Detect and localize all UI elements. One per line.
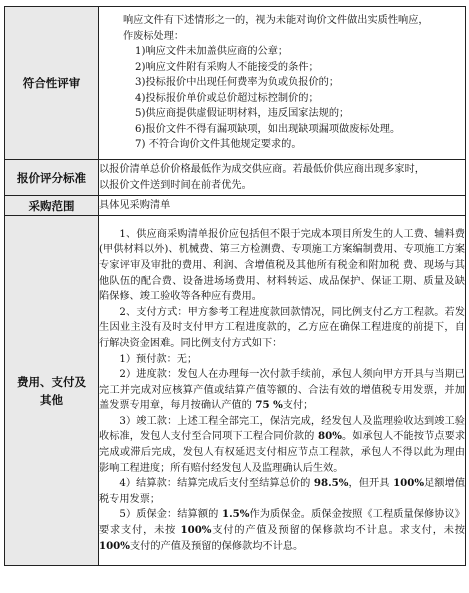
unpaid-percent-1: 100% xyxy=(176,524,212,537)
compliance-item-1: 1)响应文件未加盖供应商的公章； xyxy=(135,46,289,58)
settlement-percent: 98.5% xyxy=(310,477,349,490)
fees-para-5: 3）竣工款：上述工程全部完工，保洁完成，经发包人及监理验收达到竣工验收标准，发包人支付至合同项下工程合同价款的 80%。如承包人不能按节点要求完成或滞后完成，发包人有权延迟支付相应节点工程款，承包人不得以此为理由影响工程进度；所有赔付经发包人及监理确认后生效。 xyxy=(99,415,466,474)
scope-text: 具体见采购清单 xyxy=(99,199,171,211)
cell-scope xyxy=(99,196,466,216)
cell-fees xyxy=(99,216,466,566)
compliance-item-5: 5)供应商提供虚假证明材料，违反国家法规的； xyxy=(135,108,350,120)
fees-para-3: 1）预付款：无； xyxy=(119,353,198,365)
completion-percent: 80% xyxy=(314,430,342,443)
unpaid-percent-2: 100% xyxy=(99,539,130,552)
compliance-item-7: 7) 不符合询价文件其他规定要求的。 xyxy=(135,139,302,151)
scoring-line2: 以报价文件送到时间在前者优先。 xyxy=(99,179,252,191)
row-scoring xyxy=(5,160,466,196)
scoring-line1: 以报价清单总价价格最低作为成交供应商。若最低价供应商出现多家时， xyxy=(99,164,425,175)
row-fees xyxy=(5,216,466,566)
label-scope: 采购范围 xyxy=(5,196,99,216)
label-fees xyxy=(5,216,99,566)
compliance-item-3: 3)投标报价中出现任何费率为负或负报价的； xyxy=(135,77,340,89)
fees-para-1: 1、供应商采购清单报价应包括但不限于完成本项目所发生的人工费、辅料费(甲供材料以外)、机械费、第三方检测费、专项施工方案编制费用、专项施工方案专家评审及审批的费用、利润、含增值税及其他所有税金和附加税 费、现场与其他队伍的配合费、设备进场场费用、材料转运、成品保护、保证工期、质量及缺陷保修、竣工验收等各种应有费用。 xyxy=(99,228,465,303)
compliance-intro-line2: 作废标处理： xyxy=(123,30,185,42)
row-scope xyxy=(5,196,466,216)
compliance-intro-line1: 响应文件有下述情形之一的，视为未能对询价文件做出实质性响应， xyxy=(123,15,429,27)
requirements-table xyxy=(4,6,466,566)
label-fees-line1: 费用、支付及 xyxy=(17,374,86,389)
compliance-item-2: 2)响应文件附有采购人不能接受的条件； xyxy=(135,61,319,73)
fees-para-6: 4）结算款：结算完成后支付至结算总价的 98.5%，但开具 100%足额增值税专用发票； xyxy=(99,477,466,505)
label-fees-line2: 其他 xyxy=(40,392,63,407)
fees-para-2: 2、支付方式：甲方参考工程进度款回款情况，同比例支付乙方工程款。若发生因业主没有及时支付甲方工程进度款的，乙方应在确保工程进度的前提下，自行解决资金困难。同比例支付方式如下： xyxy=(99,306,465,349)
cell-compliance xyxy=(99,7,466,160)
invoice-percent: 100% xyxy=(389,477,425,490)
fees-para-4: 2）进度款：发包人在办理每一次付款手续前，承包人须向甲方开具与当期已完工并完成对应核算产值或结算产值等额的、合法有效的增值税专用发票，并加盖发票专用章，每月按确认产值的 75 %支付； xyxy=(99,369,465,412)
fees-para-7: 5）质保金：结算额的 1.5%作为质保金。质保金按照《工程质量保修协议》要求支付，未按 100%支付的产值及预留的保修款均不计息。求支付，未按 100%支付的产值及预留的保修款均不计息。 xyxy=(99,508,465,552)
progress-percent: 75 % xyxy=(251,399,283,412)
warranty-percent: 1.5% xyxy=(218,508,250,521)
cell-scoring xyxy=(99,160,466,196)
row-compliance xyxy=(5,7,466,160)
compliance-item-6: 6)报价文件不得有漏项缺项，如出现缺项漏项做废标处理。 xyxy=(135,123,401,135)
label-compliance: 符合性评审 xyxy=(5,7,99,160)
label-scoring: 报价评分标准 xyxy=(5,160,99,196)
compliance-item-4: 4)投标报价单价或总价超过标控制价的； xyxy=(135,92,319,104)
